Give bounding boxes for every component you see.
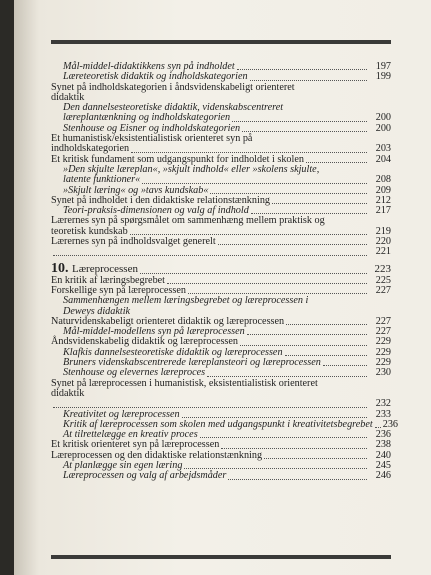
toc-entry-title: teoretisk kundskab [51,225,128,237]
page-number: 197 [375,61,391,72]
toc-entry-title: »Skjult læring« og »tavs kundskab« [63,184,209,196]
page-number: 232 [375,398,391,410]
toc-entry-title: Et kritisk fundament som udgangspunkt for indholdet i skolen [51,153,304,165]
toc-entry-line: Et humanistisk/eksistentialistisk orienteret syn på [51,133,253,145]
page-number: 199 [375,71,391,83]
page-number: 229 [375,357,391,369]
page-number: 233 [375,408,391,420]
toc-entry-title: Et kritisk orienteret syn på læreprocessen [51,439,220,451]
page-number: 221 [375,246,391,258]
page-number: 204 [375,153,391,165]
toc-entry-line: Lærernes syn på spørgsmålet om sammenhæng mellem praktisk og [51,215,325,227]
page-number: 212 [375,194,391,206]
page-number: 203 [375,143,391,155]
toc-entry-title: Klafkis dannelsesteoretiske didaktik og læreprocessen [63,346,283,358]
toc-entry-title: Åndsvidenskabelig didaktik og læreprocessen [51,336,239,348]
page-number: 227 [375,284,391,296]
leader-dots [142,183,367,184]
leader-dots [131,152,367,153]
leader-dots [232,121,367,122]
leader-dots [218,244,367,245]
page-number: 236 [382,418,398,430]
leader-dots [242,131,367,132]
page-number: 219 [375,225,391,237]
toc-entry-title: Lærernes syn på indholdsvalget generelt [51,236,216,248]
toc-entry [51,206,391,216]
page-number: 227 [375,326,391,338]
toc-entry-title: læreplantænkning og indholdskategorien [63,112,231,124]
toc-entry-title: Kritik af læreprocessen som skolen med udgangspunkt i kreativitetsbegrebet [63,418,373,430]
toc-entry-title: Stenhouse og Eisner og indholdskategorien [63,122,241,134]
leader-dots [167,283,367,284]
leader-dots [210,193,367,194]
toc-entry-title: Synet på indholdet i den didaktiske relationstænkning [51,194,271,206]
toc-entry-title: Teori-praksis-dimensionen og valg af indhold [63,205,249,217]
toc-entry-line: »Den skjulte læreplan«, »skjult indhold« eller »skolens skjulte, [63,163,320,175]
toc-entry-title: didaktik [51,387,85,399]
leader-dots [272,203,367,204]
leader-dots [207,376,367,377]
leader-dots [323,365,367,366]
toc-entry-title: At planlægge sin egen læring [63,459,183,471]
toc-entry [51,286,391,296]
bottom-rule [51,555,391,559]
toc-entry-title: didaktik [51,91,85,103]
toc-entry [51,389,391,399]
page-number: 227 [375,315,391,327]
chapter-number: 10. [51,260,72,276]
leader-dots [250,80,367,81]
toc-entry-title: Naturvidenskabeligt orienteret didaktik og læreprocessen [51,315,285,327]
page-number: 236 [375,429,391,441]
toc-entry-title: Mål-middel-didaktikkens syn på indholdet [63,61,235,72]
leader-dots [237,69,367,70]
page-number: 200 [375,112,391,124]
table-of-contents [51,61,398,482]
page-number: 217 [375,205,391,217]
toc-entry-title: Stenhouse og elevernes læreproces [63,367,206,379]
leader-dots [285,355,367,356]
toc-entry-title: Læreprocessen og den didaktiske relationstænkning [51,449,263,461]
toc-entry-title: Forskellige syn på læreprocessen [51,284,186,296]
leader-dots [184,468,367,469]
toc-entry-line: Synet på læreprocessen i humanistisk, eksistentialistisk orienteret [51,377,318,389]
leader-dots [200,437,367,438]
toc-entry [51,93,391,103]
toc-entry [51,471,391,481]
toc-entry-title: Mål-middel-modellens syn på læreprocessen [63,326,245,338]
leader-dots [53,407,367,408]
leader-dots [240,345,367,346]
toc-chapter [51,262,391,276]
leader-dots [247,334,367,335]
toc-chapter-title [51,262,138,276]
leader-dots [182,417,367,418]
leader-dots [286,324,367,325]
page-number: 223 [374,262,391,275]
toc-entry [51,155,391,165]
leader-dots [188,293,367,294]
toc-entry-title: Deweys didaktik [63,305,131,317]
toc-entry-title: Kreativitet og læreprocessen [63,408,180,420]
page-number: 200 [375,122,391,134]
page-number: 230 [375,367,391,379]
toc-entry-title: Læreprocessen og valg af arbejdsmåder [63,470,227,482]
book-page [14,0,431,575]
leader-dots [53,255,367,256]
toc-entry [51,124,391,134]
toc-entry-title: indholdskategorien [51,143,130,155]
leader-dots [306,162,367,163]
chapter-title-text: Læreprocessen [72,262,138,275]
toc-entry-line: Sammenhængen mellem læringsbegrebet og læreprocessen i [63,295,309,307]
page-number: 240 [375,449,391,461]
toc-entry [51,72,391,82]
toc-entry-title: At tilrettelægge en kreativ proces [63,429,198,441]
toc-entry-title: Læreteoretisk didaktik og indholdskategorien [63,71,248,83]
page-number: 209 [375,184,391,196]
toc-entry-title: latente funktioner« [63,174,141,186]
toc-entry [51,368,391,378]
leader-dots [264,458,367,459]
toc-entry-title: En kritik af læringsbegrebet [51,274,166,286]
leader-dots [140,273,367,274]
page-number: 229 [375,336,391,348]
toc-entry [51,247,391,257]
page-number: 220 [375,236,391,248]
toc-entry-line: Synet på indholdskategorien i åndsvidenskabeligt orienteret [51,81,295,93]
page-number: 245 [375,459,391,471]
page-number: 208 [375,174,391,186]
toc-entry [51,399,391,409]
leader-dots [130,234,367,235]
page-number: 225 [375,274,391,286]
toc-entry [51,237,391,247]
leader-dots [228,479,367,480]
leader-dots [221,448,367,449]
leader-dots [375,427,381,428]
toc-entry-line: Den dannelsesteoretiske didaktik, videnskabscentreret [63,102,284,114]
page-number: 229 [375,346,391,358]
toc-entry-title: Bruners videnskabscentrerede læreplansteori og læreprocessen [63,357,321,369]
page-number: 238 [375,439,391,451]
top-rule [51,40,391,44]
page-number: 246 [375,470,391,482]
leader-dots [251,213,367,214]
